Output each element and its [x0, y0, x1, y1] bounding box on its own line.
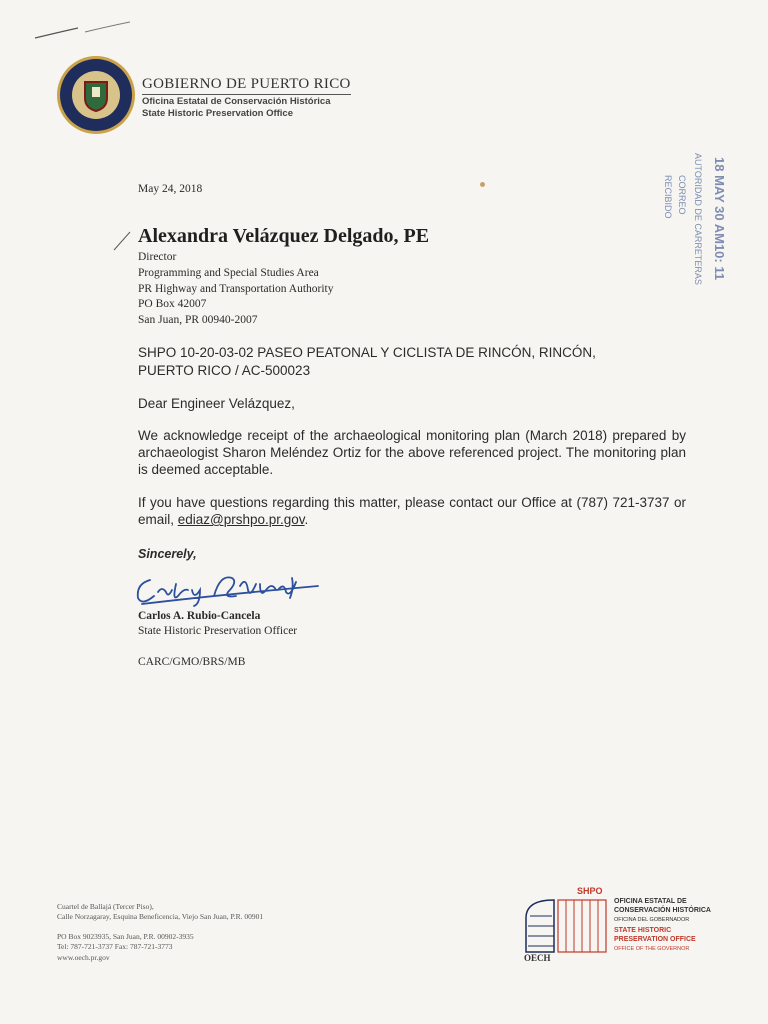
- paragraph-2-text: If you have questions regarding this matter, please contact our Office at (787) 721-3737 or email,: [138, 495, 686, 527]
- footer-phones: Tel: 787-721-3737 Fax: 787-721-3773: [57, 942, 173, 951]
- address-line: PR Highway and Transportation Authority: [138, 283, 334, 295]
- greeting: Dear Engineer Velázquez,: [138, 396, 295, 411]
- office-es-line-3: OFICINA DEL GOBERNADOR: [614, 917, 690, 923]
- address-line: PO Box 42007: [138, 298, 207, 310]
- office-es-line-2: CONSERVACIÓN HISTÓRICA: [614, 907, 711, 914]
- body-paragraph-1: We acknowledge receipt of the archaeological monitoring plan (March 2018) prepared by archaeologist Sharon Meléndez Ortiz for the above referenced project. The monitoring plan is deemed acceptable.: [138, 428, 686, 477]
- office-name-english: State Historic Preservation Office: [142, 108, 293, 119]
- address-line: Programming and Special Studies Area: [138, 267, 319, 279]
- logo-oech-label: OECH: [524, 953, 551, 963]
- received-stamp: [610, 140, 727, 300]
- footer-address-1: Cuartel de Ballajá (Tercer Piso),: [57, 902, 154, 911]
- footer-website[interactable]: www.oech.pr.gov: [57, 953, 110, 962]
- office-en-line-1: STATE HISTORIC: [614, 927, 672, 934]
- logo-shpo-label: SHPO: [577, 886, 603, 896]
- footer-po-box: PO Box 9023935, San Juan, P.R. 00902-3935: [57, 932, 194, 941]
- letter-date: May 24, 2018: [138, 183, 203, 195]
- email-link[interactable]: ediaz@prshpo.pr.gov: [177, 512, 305, 527]
- office-en-line-3: OFFICE OF THE GOVERNOR: [614, 946, 690, 952]
- closing: Sincerely,: [138, 547, 197, 561]
- reference-subject: [138, 344, 698, 380]
- governor-seal-icon: [56, 55, 136, 135]
- stamp-correo: CORREO: [677, 175, 687, 215]
- signer-title: State Historic Preservation Officer: [138, 625, 298, 637]
- pen-mark: [30, 18, 140, 48]
- reference-line-2: PUERTO RICO / AC-500023: [138, 363, 311, 378]
- reference-initials: CARC/GMO/BRS/MB: [138, 656, 246, 668]
- stamp-authority: AUTORIDAD DE CARRETERAS: [693, 153, 703, 285]
- stamp-recibido: RECIBIDO: [663, 175, 673, 219]
- stamp-datetime: 18 MAY 30 AM10: 11: [712, 157, 727, 281]
- reference-line-1: SHPO 10-20-03-02 PASEO PEATONAL Y CICLISTA DE RINCÓN, RINCÓN,: [138, 345, 596, 360]
- office-en-line-2: PRESERVATION OFFICE: [614, 936, 696, 943]
- paragraph-2-end: .: [304, 512, 309, 527]
- signer-name: Carlos A. Rubio-Cancela: [138, 610, 261, 622]
- addressee-name: Alexandra Velázquez Delgado, PE: [138, 225, 430, 247]
- office-es-line-1: OFICINA ESTATAL DE: [614, 898, 687, 905]
- signature: [128, 566, 328, 610]
- body-paragraph-2: [138, 494, 686, 528]
- ink-spot: [480, 182, 485, 187]
- footer-address-2: Calle Norzagaray, Esquina Beneficencia, Viejo San Juan, P.R. 00901: [57, 912, 264, 921]
- check-mark-icon: [112, 228, 134, 252]
- address-line: Director: [138, 251, 177, 263]
- office-name-spanish: Oficina Estatal de Conservación Histórica: [142, 96, 331, 107]
- government-title: GOBIERNO DE PUERTO RICO: [142, 76, 351, 95]
- address-line: San Juan, PR 00940-2007: [138, 314, 258, 326]
